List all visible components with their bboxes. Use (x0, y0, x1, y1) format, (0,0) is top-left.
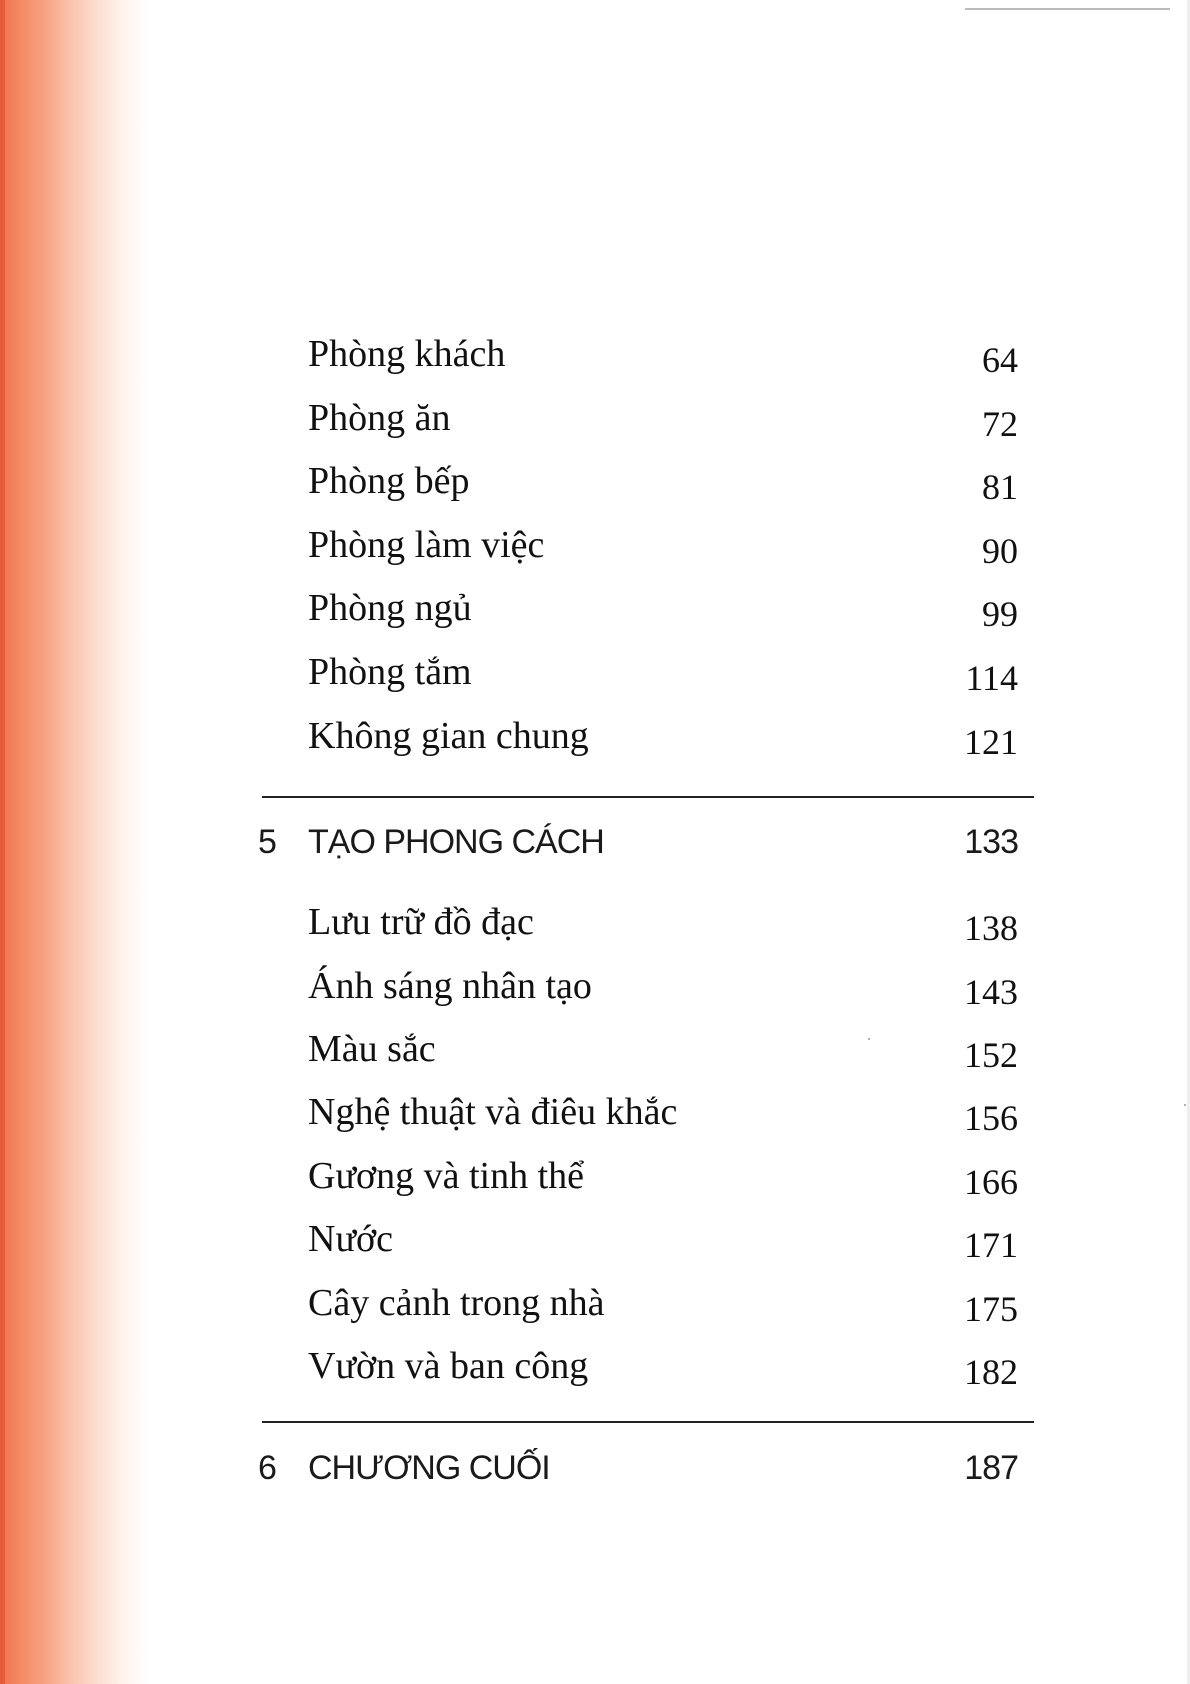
toc-entry-page: 175 (964, 1289, 1018, 1329)
toc-entry-title: Phòng tắm (308, 651, 472, 693)
chapter-heading[interactable] (258, 1443, 1018, 1493)
toc-entry[interactable] (308, 1214, 1018, 1264)
toc-entry[interactable] (308, 329, 1018, 379)
scan-speck (868, 1038, 870, 1040)
toc-entry-title: Phòng ngủ (308, 587, 472, 629)
toc-entry[interactable] (308, 1024, 1018, 1074)
toc-entry-page: 81 (982, 467, 1018, 507)
toc-entry[interactable] (308, 1278, 1018, 1328)
toc-entry-title: Không gian chung (308, 715, 589, 757)
toc-entry[interactable] (308, 961, 1018, 1011)
toc-entry-page: 156 (964, 1098, 1018, 1138)
toc-entry-title: Ánh sáng nhân tạo (308, 965, 592, 1007)
toc-entry-page: 166 (964, 1162, 1018, 1202)
toc-entry-page: 64 (982, 340, 1018, 380)
toc-entry-title: Phòng ăn (308, 397, 451, 439)
toc-entry-page: 138 (964, 908, 1018, 948)
toc-entry-page: 152 (964, 1035, 1018, 1075)
toc-entry[interactable] (308, 1151, 1018, 1201)
toc-entry-title: Nước (308, 1218, 393, 1260)
toc-entry-page: 90 (982, 531, 1018, 571)
chapter-title: TẠO PHONG CÁCH (308, 823, 604, 861)
toc-entry[interactable] (308, 456, 1018, 506)
toc-entry-title: Cây cảnh trong nhà (308, 1282, 605, 1324)
toc-entry-page: 171 (964, 1225, 1018, 1265)
chapter-page: 133 (964, 823, 1018, 861)
toc-entry-title: Nghệ thuật và điêu khắc (308, 1091, 678, 1133)
toc-entry-title: Phòng khách (308, 333, 506, 375)
toc-entry[interactable] (308, 647, 1018, 697)
toc-entry-page: 143 (964, 972, 1018, 1012)
toc-entry[interactable] (308, 1341, 1018, 1391)
chapter-page: 187 (964, 1449, 1018, 1487)
toc-entry-title: Phòng làm việc (308, 524, 545, 566)
scan-speck (1184, 1104, 1186, 1106)
chapter-heading[interactable] (258, 817, 1018, 867)
toc-entry-title: Màu sắc (308, 1028, 436, 1070)
toc-entry-title: Lưu trữ đồ đạc (308, 901, 534, 943)
toc-entry-page: 72 (982, 404, 1018, 444)
chapter-number: 5 (258, 823, 277, 861)
chapter-divider (262, 1421, 1034, 1423)
toc-entry[interactable] (308, 393, 1018, 443)
toc-entry-title: Phòng bếp (308, 460, 470, 502)
toc-entry-page: 182 (964, 1352, 1018, 1392)
chapter-divider (262, 796, 1034, 798)
toc-entry[interactable] (308, 897, 1018, 947)
toc-entry-page: 99 (982, 594, 1018, 634)
toc-entry-title: Vườn và ban công (308, 1345, 589, 1387)
toc-entry-page: 114 (965, 658, 1018, 698)
toc-entry-page: 121 (964, 722, 1018, 762)
toc-entry[interactable] (308, 711, 1018, 761)
chapter-number: 6 (258, 1449, 277, 1487)
chapter-title: CHƯƠNG CUỐI (308, 1449, 550, 1487)
toc-entry[interactable] (308, 1087, 1018, 1137)
toc-entry[interactable] (308, 520, 1018, 570)
toc-entry[interactable] (308, 583, 1018, 633)
toc-entry-title: Gương và tinh thể (308, 1155, 585, 1197)
